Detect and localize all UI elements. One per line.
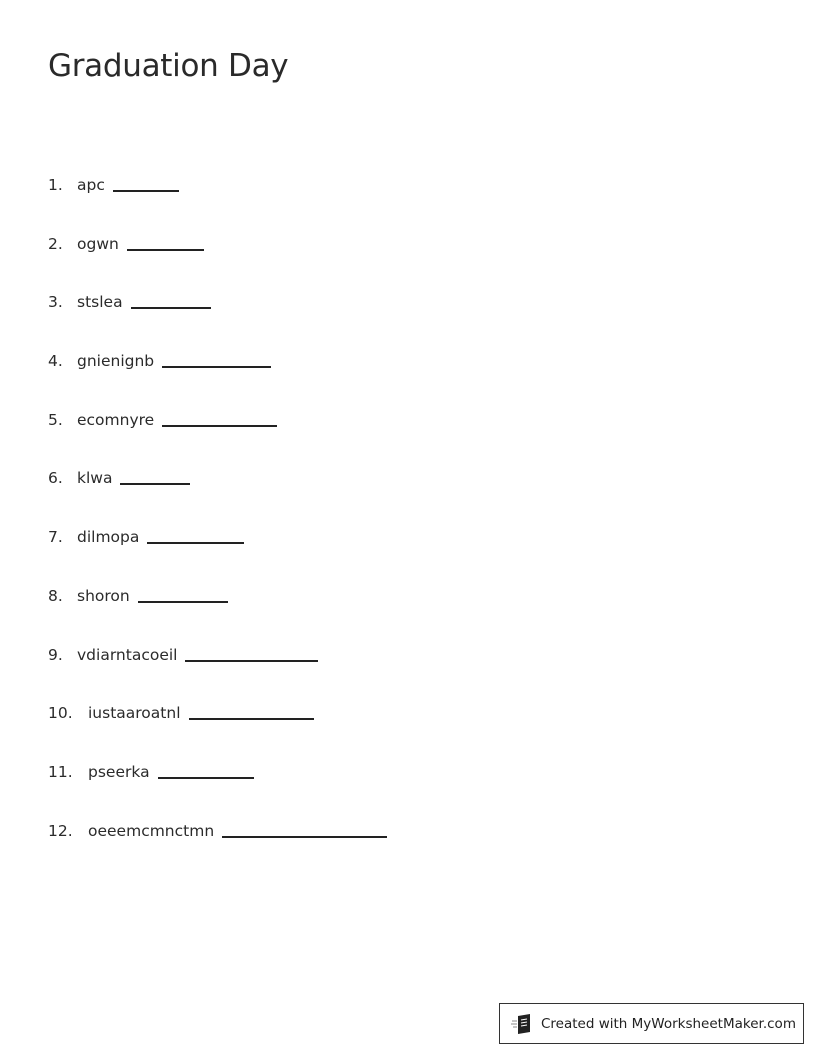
answer-blank[interactable] bbox=[138, 584, 228, 603]
item-number: 2. bbox=[48, 234, 63, 253]
list-item bbox=[48, 643, 387, 702]
item-number: 3. bbox=[48, 293, 63, 312]
list-item bbox=[48, 584, 387, 643]
list-item bbox=[48, 173, 387, 232]
scrambled-word: apc bbox=[77, 176, 105, 194]
answer-blank[interactable] bbox=[147, 525, 244, 544]
footer-text: Created with MyWorksheetMaker.com bbox=[541, 1015, 796, 1032]
list-item bbox=[48, 232, 387, 291]
answer-blank[interactable] bbox=[131, 290, 211, 309]
scrambled-word: stslea bbox=[77, 293, 123, 312]
page-title: Graduation Day bbox=[48, 48, 289, 84]
item-number: 8. bbox=[48, 586, 63, 605]
answer-blank[interactable] bbox=[162, 349, 271, 368]
item-number: 5. bbox=[48, 410, 63, 429]
list-item bbox=[48, 760, 387, 819]
list-item bbox=[48, 819, 387, 878]
answer-blank[interactable] bbox=[189, 701, 314, 720]
answer-blank[interactable] bbox=[222, 819, 387, 838]
answer-blank[interactable] bbox=[162, 408, 277, 427]
item-number: 11. bbox=[48, 762, 73, 781]
item-number: 1. bbox=[48, 176, 63, 194]
scramble-list bbox=[48, 173, 387, 877]
list-item bbox=[48, 701, 387, 760]
item-number: 7. bbox=[48, 528, 63, 547]
item-number: 9. bbox=[48, 645, 63, 664]
list-item bbox=[48, 290, 387, 349]
scrambled-word: ecomnyre bbox=[77, 410, 155, 429]
list-item bbox=[48, 349, 387, 408]
scrambled-word: ogwn bbox=[77, 234, 119, 253]
answer-blank[interactable] bbox=[127, 232, 204, 251]
scrambled-word: oeeemcmnctmn bbox=[88, 821, 215, 840]
item-number: 6. bbox=[48, 469, 63, 488]
item-number: 4. bbox=[48, 352, 63, 371]
list-item bbox=[48, 408, 387, 467]
list-item bbox=[48, 525, 387, 584]
scrambled-word: dilmopa bbox=[77, 528, 140, 547]
scrambled-word: iustaaroatnl bbox=[88, 704, 181, 723]
scrambled-word: klwa bbox=[77, 469, 113, 488]
scrambled-word: pseerka bbox=[88, 762, 150, 781]
item-number: 10. bbox=[48, 704, 73, 723]
scrambled-word: gnienignb bbox=[77, 352, 155, 371]
answer-blank[interactable] bbox=[185, 643, 318, 662]
answer-blank[interactable] bbox=[120, 466, 190, 485]
item-number: 12. bbox=[48, 821, 73, 840]
worksheet-logo-icon bbox=[511, 1013, 533, 1035]
list-item bbox=[48, 466, 387, 525]
scrambled-word: vdiarntacoeil bbox=[77, 645, 178, 664]
footer-credit[interactable] bbox=[499, 1003, 804, 1044]
answer-blank[interactable] bbox=[158, 760, 254, 779]
answer-blank[interactable] bbox=[113, 173, 179, 192]
scrambled-word: shoron bbox=[77, 586, 130, 605]
